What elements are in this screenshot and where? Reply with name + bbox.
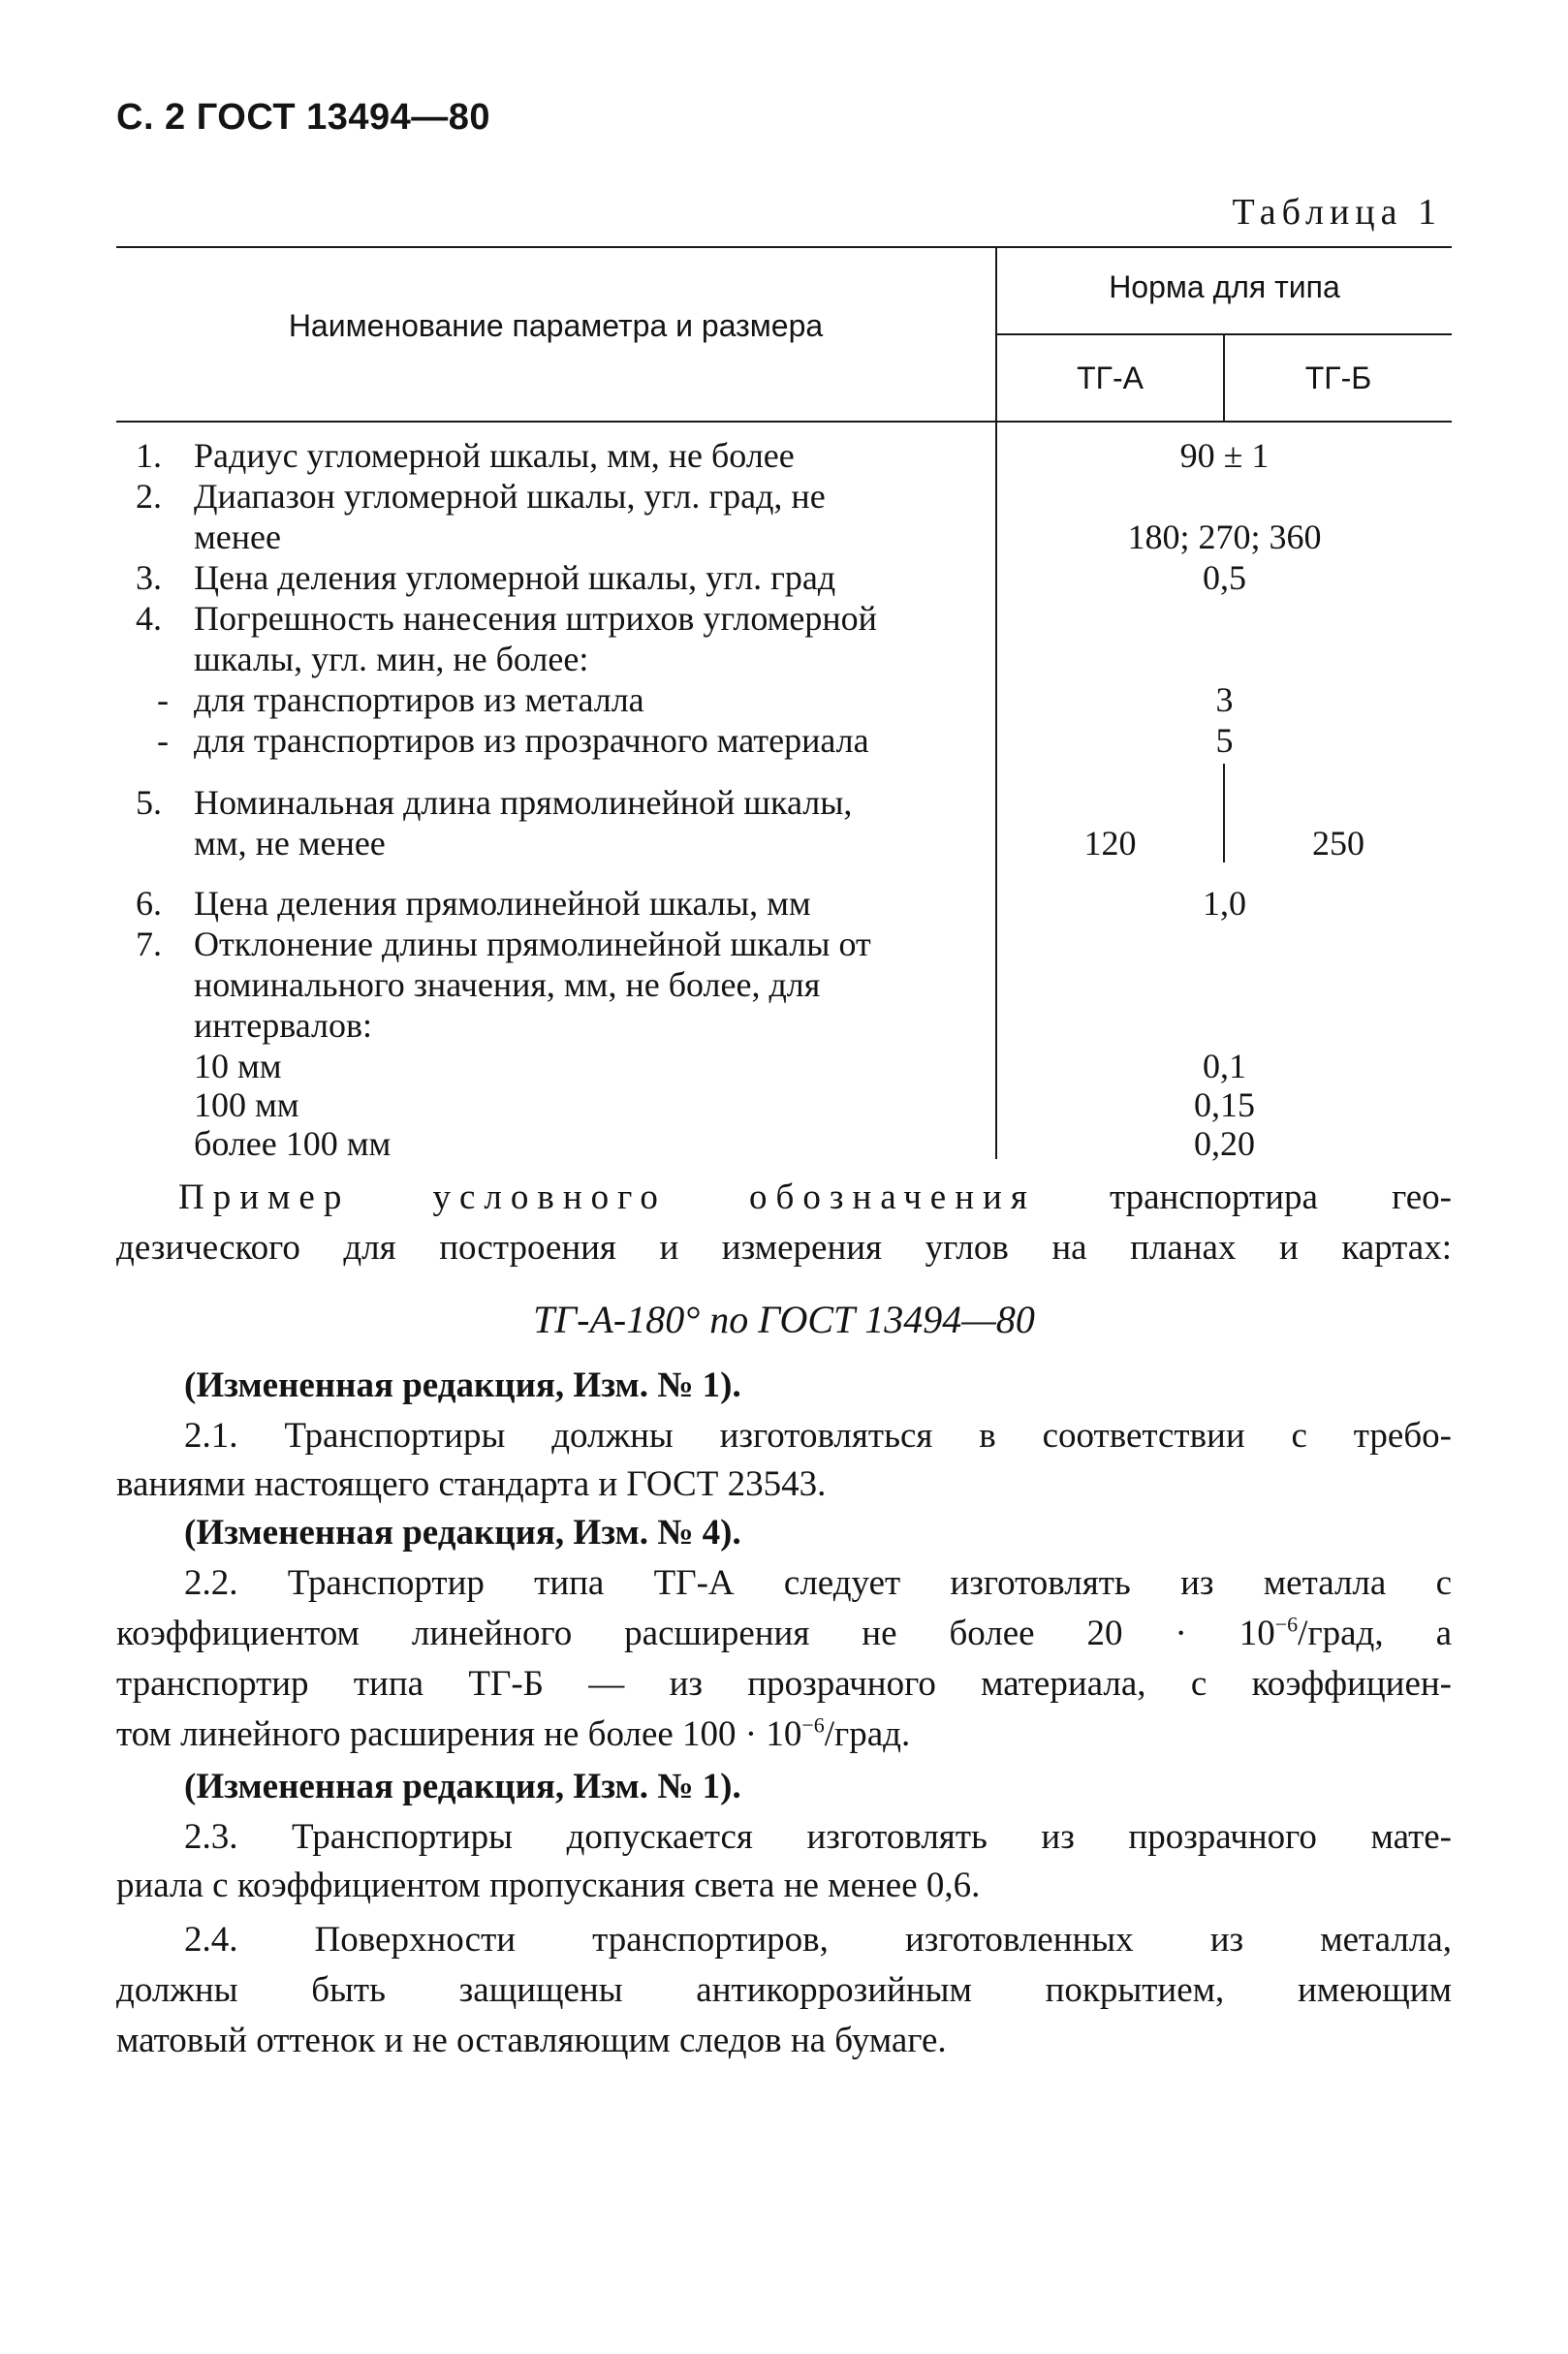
clause-2-3-line-1: 2.3. Транспортиры допускается изготовлять из прозрачного мате-: [184, 1817, 1452, 1857]
clause-2-2-line-3: транспортир типа ТГ-Б — из прозрачного материала, с коэффициен-: [116, 1664, 1452, 1704]
row-dash: -: [157, 680, 169, 719]
example-paragraph-line-1: [116, 1175, 1452, 1221]
table-top-rule: [116, 246, 1452, 248]
exponent: −6: [801, 1712, 825, 1738]
row-number: 5.: [136, 783, 162, 822]
row-value: 0,1: [1203, 1047, 1246, 1085]
table-row: [116, 477, 988, 558]
row-dash: -: [157, 721, 169, 760]
row-value: 1,0: [1203, 884, 1246, 923]
clause-2-1-line-1: 2.1. Транспортиры должны изготовляться в соответствии с требо-: [184, 1416, 1452, 1456]
clause-2-2-line-2: [116, 1611, 1452, 1657]
table-caption: Таблица 1: [1232, 192, 1442, 233]
clause-text: том линейного расширения не более 100 · 10: [116, 1714, 802, 1754]
exponent: −6: [1274, 1612, 1299, 1637]
row-label: Цена деления угломерной шкалы, угл. град: [194, 558, 836, 597]
row-number: 6.: [136, 884, 162, 923]
header-norm: Норма для типа: [1109, 269, 1340, 304]
row-number: 4.: [136, 599, 162, 638]
header-type-a: ТГ-А: [1077, 361, 1144, 395]
row-value: 5: [1215, 721, 1234, 760]
row-label-continued: интервалов:: [194, 1006, 373, 1045]
table-row: [116, 599, 988, 680]
example-paragraph-line-2: дезического для построения и измерения углов на планах и картах:: [116, 1228, 1452, 1268]
row-value: 0,20: [1194, 1124, 1255, 1163]
row-value: 0,5: [1203, 558, 1246, 597]
row-value: 180; 270; 360: [1127, 518, 1322, 556]
header-param: Наименование параметра и размера: [288, 308, 824, 343]
clause-2-4-line-2: должны быть защищены антикоррозийным покрытием, имеющим: [116, 1970, 1452, 2010]
row-label: для транспортиров из металла: [194, 680, 644, 719]
row-label: Цена деления прямолинейной шкалы, мм: [194, 884, 811, 923]
row-label: 100 мм: [194, 1085, 299, 1124]
amendment-note: (Измененная редакция, Изм. № 4).: [184, 1513, 741, 1553]
clause-text: /град, а: [1298, 1614, 1452, 1653]
clause-text: коэффициентом линейного расширения не более 20 · 10: [116, 1614, 1275, 1653]
designation-example: ТГ-А-180° по ГОСТ 13494—80: [533, 1298, 1035, 1341]
row-number: 3.: [136, 558, 162, 597]
row-label: Диапазон угломерной шкалы, угл. град, не: [194, 477, 826, 516]
clause-2-4-line-1: 2.4. Поверхности транспортиров, изготовленных из металла,: [184, 1920, 1452, 1960]
table-row: [116, 783, 988, 864]
clause-text: /град.: [824, 1714, 911, 1754]
row-label-continued: менее: [194, 518, 281, 556]
row-number: 2.: [136, 477, 162, 516]
row-label-continued: мм, не менее: [194, 824, 386, 863]
row-label: Радиус угломерной шкалы, мм, не более: [194, 436, 795, 475]
table-header-bottom-rule: [116, 421, 1452, 423]
amendment-note: (Измененная редакция, Изм. № 1).: [184, 1767, 741, 1806]
clause-2-2-line-1: 2.2. Транспортир типа ТГ-А следует изготовлять из металла с: [184, 1563, 1452, 1603]
row-label: более 100 мм: [194, 1124, 392, 1163]
row-label: Номинальная длина прямолинейной шкалы,: [194, 783, 853, 822]
example-label: Пример условного обозначения: [178, 1177, 1036, 1217]
row-label: 10 мм: [194, 1047, 282, 1085]
clause-2-4-line-3: матовый оттенок и не оставляющим следов на бумаге.: [116, 2021, 947, 2060]
row-number: 1.: [136, 436, 162, 475]
row-value: 90 ± 1: [1179, 436, 1270, 475]
table-row: [116, 925, 988, 1047]
row-label: для транспортиров из прозрачного материала: [194, 721, 869, 760]
row-value: 3: [1215, 680, 1234, 719]
row-label-continued: шкалы, угл. мин, не более:: [194, 640, 589, 678]
page-header: С. 2 ГОСТ 13494—80: [116, 97, 491, 138]
row-value-type-a: 120: [1083, 824, 1137, 863]
row-label: Погрешность нанесения штрихов угломерной: [194, 599, 877, 638]
example-rest: транспортира гео-: [1035, 1177, 1453, 1217]
row-value: 0,15: [1194, 1085, 1255, 1124]
row-value-type-b: 250: [1312, 824, 1364, 863]
row-label: Отклонение длины прямолинейной шкалы от: [194, 925, 871, 963]
header-type-b: ТГ-Б: [1304, 361, 1372, 395]
clause-2-3-line-2: риала с коэффициентом пропускания света не менее 0,6.: [116, 1866, 981, 1905]
clause-2-2-line-4: [116, 1711, 1452, 1758]
clause-2-1-line-2: ваниями настоящего стандарта и ГОСТ 23543.: [116, 1464, 827, 1504]
amendment-note: (Измененная редакция, Изм. № 1).: [184, 1365, 741, 1405]
row-label-continued: номинального значения, мм, не более, для: [194, 965, 821, 1004]
row-number: 7.: [136, 925, 162, 963]
